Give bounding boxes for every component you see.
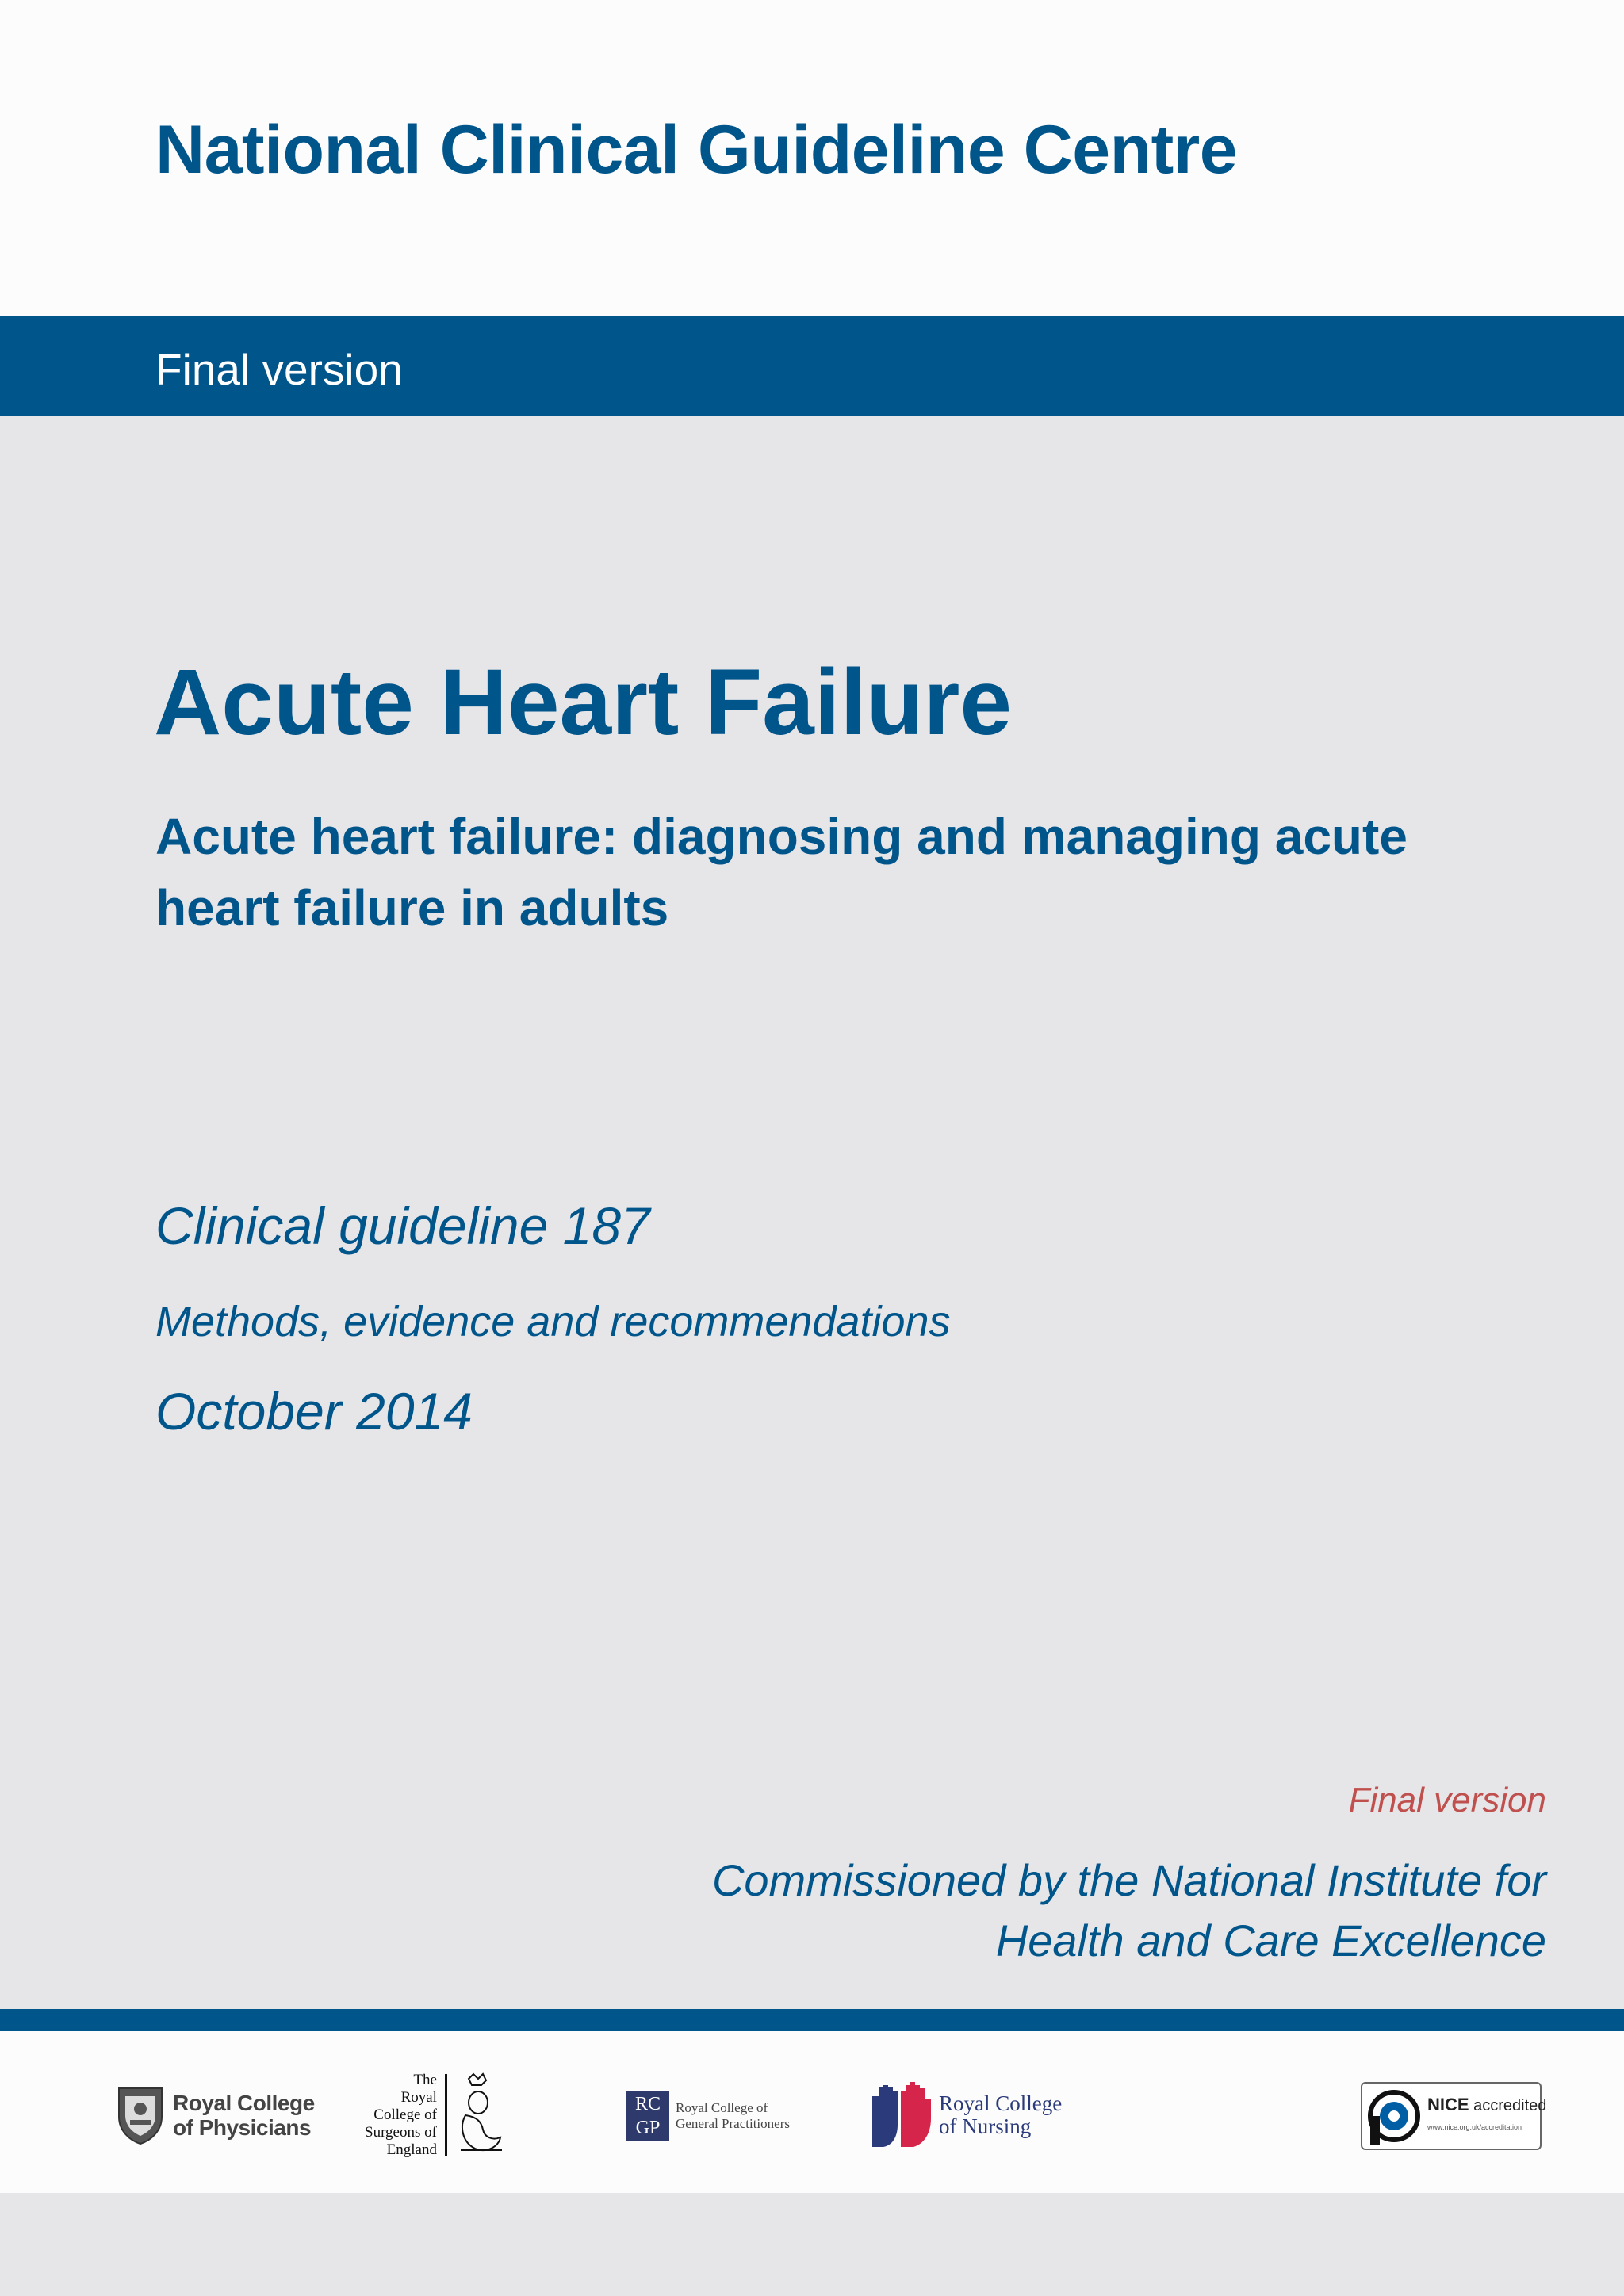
document-subtitle: Acute heart failure: diagnosing and managing acute heart failure in adults	[155, 808, 1408, 936]
publication-date: October 2014	[155, 1382, 473, 1441]
rcp-logo-text	[173, 2091, 315, 2140]
rcn-logo	[869, 2077, 1062, 2153]
rcp-logo	[116, 2084, 315, 2147]
rcs-line-3: College of	[373, 2107, 437, 2123]
rcp-line-2: of Physicians	[173, 2115, 312, 2140]
nice-suffix: accredited	[1473, 2097, 1547, 2114]
rcgp-line-2: General Practitioners	[676, 2116, 790, 2131]
nice-label	[1427, 2095, 1546, 2115]
rcn-logo-text	[939, 2092, 1062, 2138]
rcn-hands-icon	[869, 2080, 934, 2150]
rcs-line-5: England	[386, 2141, 437, 2158]
footer-rule	[0, 2009, 1624, 2031]
rcs-line-1: The	[413, 2072, 437, 2088]
rcp-line-1: Royal College	[173, 2091, 315, 2115]
nice-mark-icon	[1364, 2084, 1424, 2149]
organisation-title: National Clinical Guideline Centre	[155, 112, 1238, 188]
rcgp-logo	[626, 2090, 790, 2142]
methods-line: Methods, evidence and recommendations	[155, 1298, 951, 1345]
rcs-crest-icon	[437, 2071, 508, 2160]
version-band-label: Final version	[155, 345, 403, 394]
commissioned-line-1: Commissioned by the National Institute for	[711, 1855, 1546, 1905]
nice-url: www.nice.org.uk/accreditation	[1427, 2123, 1522, 2131]
rcs-logo-text	[365, 2072, 437, 2159]
commissioned-line-2: Health and Care Excellence	[995, 1915, 1546, 1965]
nice-name: NICE	[1427, 2095, 1469, 2114]
rcn-line-1: Royal College	[939, 2091, 1063, 2115]
rcgp-line-1: Royal College of	[676, 2100, 768, 2115]
document-title: Acute Heart Failure	[154, 650, 1012, 755]
rcp-crest-icon	[116, 2085, 165, 2145]
rcs-line-4: Surgeons of	[365, 2124, 437, 2141]
rcs-logo	[365, 2071, 508, 2160]
guideline-number: Clinical guideline 187	[155, 1196, 650, 1255]
rcgp-mark: RC GP	[626, 2091, 669, 2141]
final-version-note: Final version	[1348, 1781, 1546, 1820]
rcn-line-2: of Nursing	[939, 2114, 1032, 2138]
commissioned-statement	[515, 1850, 1546, 1971]
rcs-line-2: Royal	[400, 2089, 437, 2106]
rcgp-logo-text	[676, 2100, 790, 2132]
nice-accredited-logo	[1361, 2082, 1547, 2150]
